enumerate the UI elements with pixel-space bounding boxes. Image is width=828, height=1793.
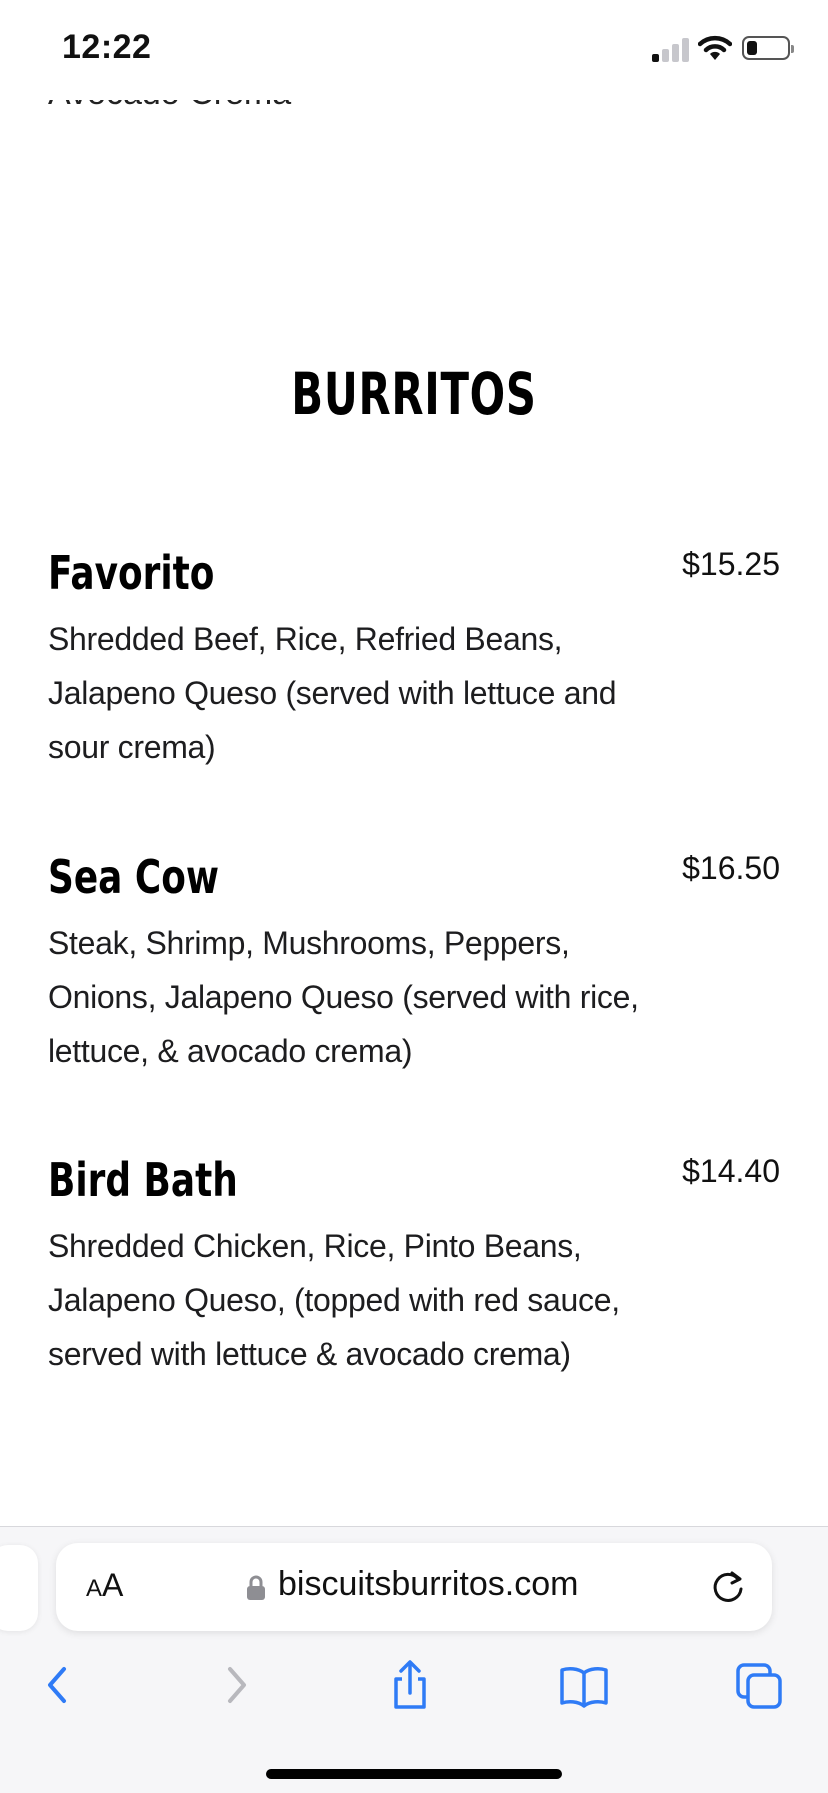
back-icon[interactable]: [28, 1655, 88, 1715]
menu-item-price: $15.25: [682, 546, 780, 582]
lock-icon: [246, 1575, 266, 1601]
menu-item-name: Sea Cow: [48, 850, 220, 904]
status-bar: [0, 0, 828, 100]
tabs-icon[interactable]: [730, 1655, 790, 1715]
menu-item-price: $16.50: [682, 850, 780, 886]
url-text[interactable]: biscuitsburritos.com: [278, 1565, 579, 1603]
menu-item-price: $14.40: [682, 1153, 780, 1189]
menu-item-description: Steak, Shrimp, Mushrooms, Peppers, Onions, Jalapeno Queso (served with rice, lettuce, & avocado crema): [48, 925, 639, 1069]
section-title: BURRITOS: [291, 360, 537, 428]
address-bar[interactable]: [56, 1543, 772, 1631]
cellular-signal-icon: [652, 38, 692, 62]
wifi-icon: [698, 34, 732, 62]
menu-item-name: Favorito: [48, 546, 215, 600]
menu-item-description: Shredded Beef, Rice, Refried Beans, Jalapeno Queso (served with lettuce and sour crema): [48, 621, 617, 765]
status-time: 12:22: [62, 28, 152, 66]
previous-tab-preview[interactable]: [0, 1545, 38, 1631]
forward-icon[interactable]: [206, 1655, 266, 1715]
battery-icon: [742, 36, 790, 60]
menu-item-description: Shredded Chicken, Rice, Pinto Beans, Jalapeno Queso, (topped with red sauce, served with lettuce & avocado crema): [48, 1228, 620, 1372]
share-icon[interactable]: [380, 1655, 440, 1715]
bookmarks-icon[interactable]: [554, 1655, 614, 1715]
reader-options-button[interactable]: AA: [86, 1567, 124, 1603]
home-indicator[interactable]: [266, 1769, 562, 1779]
menu-item-name: Bird Bath: [48, 1153, 238, 1207]
browser-bottom-bar: [0, 1526, 828, 1793]
reload-icon[interactable]: [708, 1567, 748, 1607]
